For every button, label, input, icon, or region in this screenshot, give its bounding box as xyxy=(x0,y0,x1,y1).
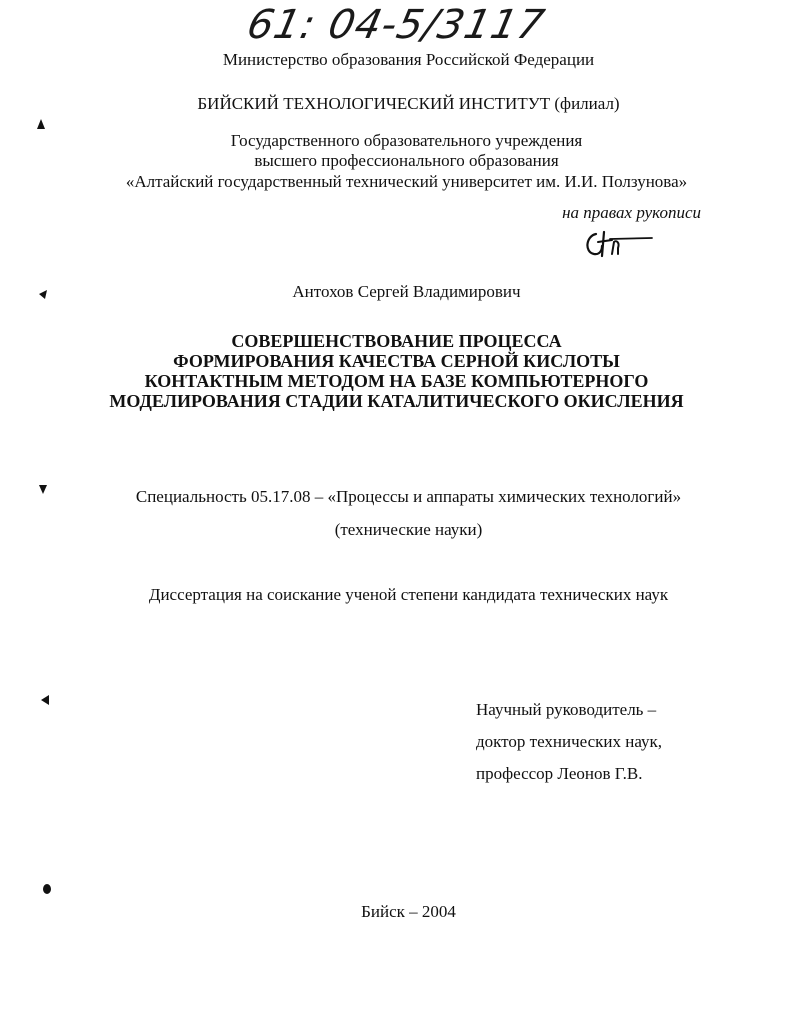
dissertation-title xyxy=(0,331,793,411)
dissertation-degree: Диссертация на соискание ученой степени кандидата технических наук xyxy=(148,585,669,604)
title-line: ФОРМИРОВАНИЯ КАЧЕСТВА СЕРНОЙ КИСЛОТЫ xyxy=(173,351,620,371)
specialty-line: Специальность 05.17.08 – «Процессы и аппараты химических технологий» xyxy=(135,487,682,506)
supervisor-role: Научный руководитель – xyxy=(476,700,657,719)
state-institution-line: «Алтайский государственный технический университет им. И.И. Ползунова» xyxy=(125,172,688,191)
city-year: Бийск – 2004 xyxy=(361,902,456,921)
title-line: МОДЕЛИРОВАНИЯ СТАДИИ КАТАЛИТИЧЕСКОГО ОКИСЛЕНИЯ xyxy=(109,391,684,411)
archive-code: 61: 04-5/3117 xyxy=(243,2,550,48)
state-institution-line: Государственного образовательного учреждения xyxy=(230,131,583,150)
supervisor-degree: доктор технических наук, xyxy=(476,732,663,751)
scan-mark-icon xyxy=(38,483,48,495)
scan-mark-icon xyxy=(42,883,52,895)
scan-mark-icon xyxy=(40,694,50,706)
author-name: Антохов Сергей Владимирович xyxy=(292,282,521,301)
signature-icon xyxy=(582,226,654,266)
ministry-line: Министерство образования Российской Федерации xyxy=(222,50,595,69)
supervisor-name: профессор Леонов Г.В. xyxy=(476,764,643,783)
title-line: КОНТАКТНЫМ МЕТОДОМ НА БАЗЕ КОМПЬЮТЕРНОГО xyxy=(144,371,649,391)
scan-mark-icon xyxy=(36,118,46,130)
supervisor-block xyxy=(476,694,662,790)
manuscript-note: на правах рукописи xyxy=(562,203,701,222)
state-institution-line: высшего профессионального образования xyxy=(254,151,559,170)
title-line: СОВЕРШЕНСТВОВАНИЕ ПРОЦЕССА xyxy=(231,331,562,351)
science-field: (технические науки) xyxy=(334,520,483,539)
scan-mark-icon xyxy=(38,288,48,300)
institute-line: БИЙСКИЙ ТЕХНОЛОГИЧЕСКИЙ ИНСТИТУТ (филиал) xyxy=(197,94,620,113)
